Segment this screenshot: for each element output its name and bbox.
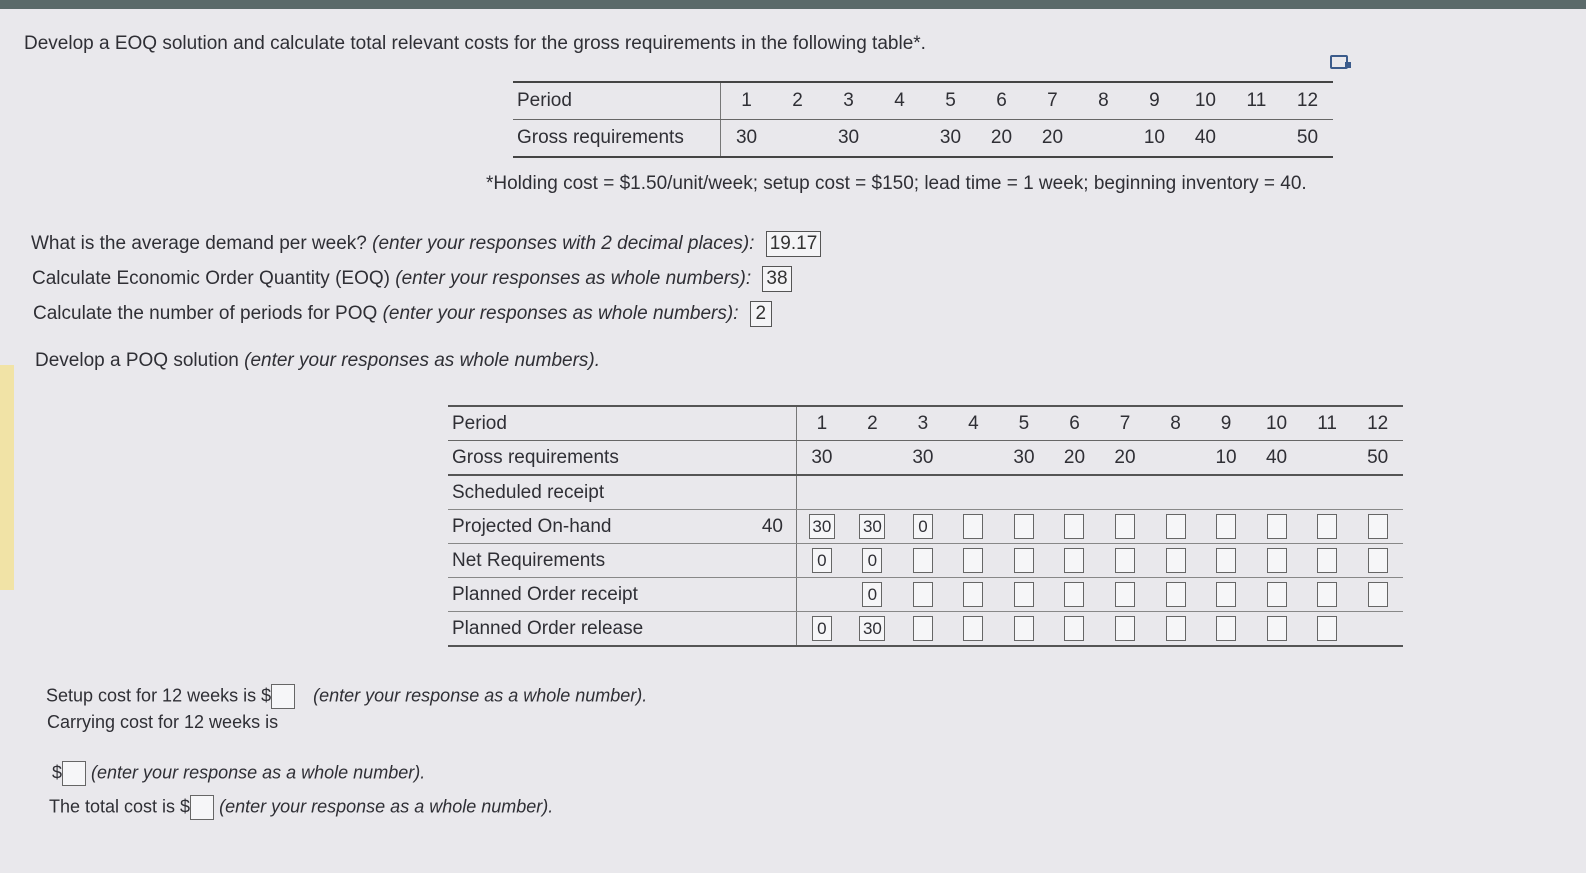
period-cell: 9 xyxy=(1201,406,1252,441)
gross-cell: 50 xyxy=(1282,120,1333,158)
empty-cell xyxy=(1302,578,1353,612)
period-cell: 11 xyxy=(1302,406,1353,441)
empty-cell xyxy=(1251,510,1302,544)
onhand-input[interactable] xyxy=(1267,514,1287,539)
setup-cost-hint: (enter your response as a whole number). xyxy=(313,685,648,706)
onhand-input[interactable] xyxy=(1166,514,1186,539)
question-average-demand xyxy=(31,231,821,257)
setup-cost-line xyxy=(46,684,647,709)
empty-cell xyxy=(847,612,898,647)
empty-cell xyxy=(1251,578,1302,612)
period-cell: 11 xyxy=(1231,82,1282,120)
poq-onhand-label: Projected On-hand xyxy=(448,510,749,544)
period-cell: 12 xyxy=(1352,406,1403,441)
empty-cell xyxy=(999,578,1050,612)
period-cell: 8 xyxy=(1150,406,1201,441)
release-input[interactable] xyxy=(1014,616,1034,641)
period-cell: 7 xyxy=(1100,406,1151,441)
question-text: Calculate the number of periods for POQ xyxy=(33,303,378,324)
empty-cell xyxy=(1150,612,1201,647)
gross-cell xyxy=(1231,120,1282,158)
question-hint: (enter your responses as whole numbers): xyxy=(382,303,739,324)
gross-cell: 30 xyxy=(823,120,874,158)
total-cost-line xyxy=(49,795,553,820)
release-input[interactable]: 30 xyxy=(859,616,885,641)
period-row xyxy=(513,82,1333,120)
receipt-input[interactable] xyxy=(1267,582,1287,607)
receipt-input[interactable] xyxy=(1064,582,1084,607)
period-cell: 5 xyxy=(925,82,976,120)
empty-cell xyxy=(749,406,796,441)
net-input[interactable] xyxy=(1166,548,1186,573)
question-eoq xyxy=(32,266,792,292)
empty-cell xyxy=(1201,544,1252,578)
gross-requirements-table xyxy=(513,81,1333,158)
gross-cell: 30 xyxy=(999,441,1050,476)
receipt-input[interactable]: 0 xyxy=(862,582,882,607)
gross-cell: 30 xyxy=(898,441,949,476)
period-cell: 8 xyxy=(1078,82,1129,120)
poq-receipt-label: Planned Order receipt xyxy=(448,578,749,612)
empty-cell xyxy=(1049,612,1100,647)
empty-cell xyxy=(796,578,847,612)
empty-cell xyxy=(999,510,1050,544)
poq-scheduled-label: Scheduled receipt xyxy=(448,475,749,510)
poq-release-label: Planned Order release xyxy=(448,612,749,647)
empty-cell xyxy=(948,510,999,544)
empty-cell xyxy=(1100,544,1151,578)
period-cell: 10 xyxy=(1180,82,1231,120)
print-icon[interactable] xyxy=(1330,55,1348,69)
question-hint: (enter your responses with 2 decimal places): xyxy=(372,233,755,254)
receipt-input[interactable] xyxy=(963,582,983,607)
eoq-answer[interactable]: 38 xyxy=(762,266,791,292)
poq-period-label: Period xyxy=(448,406,749,441)
empty-cell xyxy=(847,510,898,544)
period-cell: 6 xyxy=(976,82,1027,120)
total-cost-input[interactable] xyxy=(190,795,214,820)
empty-cell xyxy=(749,441,796,476)
poq-period-row xyxy=(448,406,1403,441)
beginning-inventory: 40 xyxy=(749,510,796,544)
poq-onhand-row xyxy=(448,510,1403,544)
onhand-input[interactable] xyxy=(1368,514,1388,539)
carrying-cost-hint: (enter your response as a whole number). xyxy=(91,762,426,783)
problem-title: Develop a EOQ solution and calculate total relevant costs for the gross requirements in the following table*. xyxy=(24,33,926,54)
empty-cell xyxy=(796,475,1403,510)
release-input[interactable] xyxy=(1166,616,1186,641)
empty-cell xyxy=(1251,612,1302,647)
empty-cell xyxy=(1150,578,1201,612)
empty-cell xyxy=(1352,544,1403,578)
empty-cell xyxy=(1100,510,1151,544)
empty-cell xyxy=(999,544,1050,578)
empty-cell xyxy=(1100,578,1151,612)
carrying-cost-label: Carrying cost for 12 weeks is xyxy=(47,712,279,732)
empty-cell xyxy=(847,544,898,578)
empty-cell xyxy=(1100,612,1151,647)
setup-cost-text: Setup cost for 12 weeks is $ xyxy=(46,685,272,706)
empty-cell xyxy=(1049,510,1100,544)
gross-row xyxy=(513,120,1333,158)
net-input[interactable] xyxy=(1014,548,1034,573)
period-cell: 1 xyxy=(796,406,847,441)
period-cell: 4 xyxy=(948,406,999,441)
gross-cell xyxy=(948,441,999,476)
onhand-input[interactable]: 30 xyxy=(809,514,835,539)
period-cell: 9 xyxy=(1129,82,1180,120)
empty-cell xyxy=(948,578,999,612)
empty-cell xyxy=(1049,578,1100,612)
net-input[interactable]: 0 xyxy=(812,548,832,573)
question-text: Calculate Economic Order Quantity (EOQ) xyxy=(32,268,390,289)
poq-net-label: Net Requirements xyxy=(448,544,749,578)
empty-cell xyxy=(796,544,847,578)
problem-page xyxy=(0,9,1586,873)
period-cell: 6 xyxy=(1049,406,1100,441)
net-input[interactable] xyxy=(913,548,933,573)
period-cell: 7 xyxy=(1027,82,1078,120)
period-cell: 12 xyxy=(1282,82,1333,120)
gross-cell xyxy=(772,120,823,158)
period-cell: 1 xyxy=(721,82,773,120)
question-hint: (enter your responses as whole numbers): xyxy=(395,268,752,289)
total-cost-hint: (enter your response as a whole number). xyxy=(219,796,554,817)
release-input[interactable] xyxy=(913,616,933,641)
net-input[interactable] xyxy=(963,548,983,573)
empty-cell xyxy=(1201,510,1252,544)
gross-cell: 20 xyxy=(1100,441,1151,476)
empty-cell xyxy=(1049,544,1100,578)
poq-release-row xyxy=(448,612,1403,647)
release-input[interactable] xyxy=(1064,616,1084,641)
question-poq-periods xyxy=(33,301,772,327)
empty-cell xyxy=(898,544,949,578)
net-input[interactable] xyxy=(1267,548,1287,573)
empty-cell xyxy=(898,612,949,647)
period-cell: 10 xyxy=(1251,406,1302,441)
gross-cell: 30 xyxy=(796,441,847,476)
top-bar xyxy=(0,0,1586,9)
receipt-input[interactable] xyxy=(1317,582,1337,607)
period-cell: 3 xyxy=(823,82,874,120)
poq-scheduled-row xyxy=(448,475,1403,510)
poq-receipt-row xyxy=(448,578,1403,612)
empty-cell xyxy=(948,544,999,578)
poq-gross-row xyxy=(448,441,1403,476)
gross-cell xyxy=(1302,441,1353,476)
receipt-input[interactable] xyxy=(1368,582,1388,607)
gross-cell xyxy=(874,120,925,158)
empty-cell xyxy=(898,510,949,544)
empty-cell xyxy=(1251,544,1302,578)
question-hint: (enter your responses as whole numbers). xyxy=(244,350,601,371)
setup-cost-input[interactable] xyxy=(271,684,295,709)
gross-cell: 40 xyxy=(1180,120,1231,158)
release-input[interactable] xyxy=(1317,616,1337,641)
gross-cell xyxy=(847,441,898,476)
carrying-cost-line xyxy=(52,761,425,786)
release-input[interactable] xyxy=(1115,616,1135,641)
onhand-input[interactable] xyxy=(1064,514,1084,539)
empty-cell xyxy=(847,578,898,612)
gross-cell: 20 xyxy=(1049,441,1100,476)
empty-cell xyxy=(1352,612,1403,647)
empty-cell xyxy=(749,578,796,612)
release-input[interactable] xyxy=(1267,616,1287,641)
receipt-input[interactable] xyxy=(1166,582,1186,607)
empty-cell xyxy=(749,612,796,647)
onhand-input[interactable] xyxy=(1317,514,1337,539)
cost-note: *Holding cost = $1.50/unit/week; setup cost = $150; lead time = 1 week; beginning inventory = 40. xyxy=(486,173,1307,194)
onhand-input[interactable]: 0 xyxy=(913,514,933,539)
gross-cell: 20 xyxy=(976,120,1027,158)
empty-cell xyxy=(796,510,847,544)
empty-cell xyxy=(948,612,999,647)
onhand-input[interactable] xyxy=(963,514,983,539)
empty-cell xyxy=(1302,544,1353,578)
empty-cell xyxy=(1201,612,1252,647)
empty-cell xyxy=(1150,544,1201,578)
empty-cell xyxy=(1302,612,1353,647)
gross-cell: 10 xyxy=(1201,441,1252,476)
period-cell: 4 xyxy=(874,82,925,120)
period-cell: 3 xyxy=(898,406,949,441)
receipt-input[interactable] xyxy=(1115,582,1135,607)
gross-cell: 30 xyxy=(721,120,773,158)
question-text: Develop a POQ solution xyxy=(35,350,239,371)
question-poq-solution xyxy=(35,350,600,372)
empty-cell xyxy=(1352,510,1403,544)
release-input[interactable] xyxy=(963,616,983,641)
release-input[interactable] xyxy=(1216,616,1236,641)
dollar-sign: $ xyxy=(52,762,63,783)
empty-cell xyxy=(1352,578,1403,612)
carrying-cost-input[interactable] xyxy=(62,761,86,786)
period-cell: 2 xyxy=(772,82,823,120)
empty-cell xyxy=(1302,510,1353,544)
empty-cell xyxy=(749,544,796,578)
receipt-input[interactable] xyxy=(913,582,933,607)
empty-cell xyxy=(796,612,847,647)
period-cell: 5 xyxy=(999,406,1050,441)
net-input[interactable] xyxy=(1064,548,1084,573)
empty-cell xyxy=(1201,578,1252,612)
net-input[interactable] xyxy=(1317,548,1337,573)
gross-cell: 40 xyxy=(1251,441,1302,476)
onhand-input[interactable] xyxy=(1115,514,1135,539)
receipt-input[interactable] xyxy=(1014,582,1034,607)
gross-label: Gross requirements xyxy=(513,120,721,158)
onhand-input[interactable] xyxy=(1014,514,1034,539)
receipt-input[interactable] xyxy=(1216,582,1236,607)
gross-cell xyxy=(1150,441,1201,476)
empty-cell xyxy=(898,578,949,612)
net-input[interactable] xyxy=(1368,548,1388,573)
release-input[interactable]: 0 xyxy=(812,616,832,641)
gross-cell: 30 xyxy=(925,120,976,158)
empty-cell xyxy=(999,612,1050,647)
empty-cell xyxy=(1150,510,1201,544)
period-label: Period xyxy=(513,82,721,120)
period-cell: 2 xyxy=(847,406,898,441)
gross-cell xyxy=(1078,120,1129,158)
poq-gross-label: Gross requirements xyxy=(448,441,749,476)
net-input[interactable] xyxy=(1216,548,1236,573)
poq-table xyxy=(448,405,1403,647)
poq-net-row xyxy=(448,544,1403,578)
total-cost-text: The total cost is $ xyxy=(49,796,191,817)
question-text: What is the average demand per week? xyxy=(31,233,367,254)
onhand-input[interactable]: 30 xyxy=(859,514,885,539)
gross-cell: 50 xyxy=(1352,441,1403,476)
poq-periods-answer[interactable]: 2 xyxy=(750,301,772,327)
gross-cell: 10 xyxy=(1129,120,1180,158)
average-demand-answer[interactable]: 19.17 xyxy=(766,231,822,257)
empty-cell xyxy=(749,475,796,510)
gross-cell: 20 xyxy=(1027,120,1078,158)
net-input[interactable] xyxy=(1115,548,1135,573)
net-input[interactable]: 0 xyxy=(862,548,882,573)
onhand-input[interactable] xyxy=(1216,514,1236,539)
